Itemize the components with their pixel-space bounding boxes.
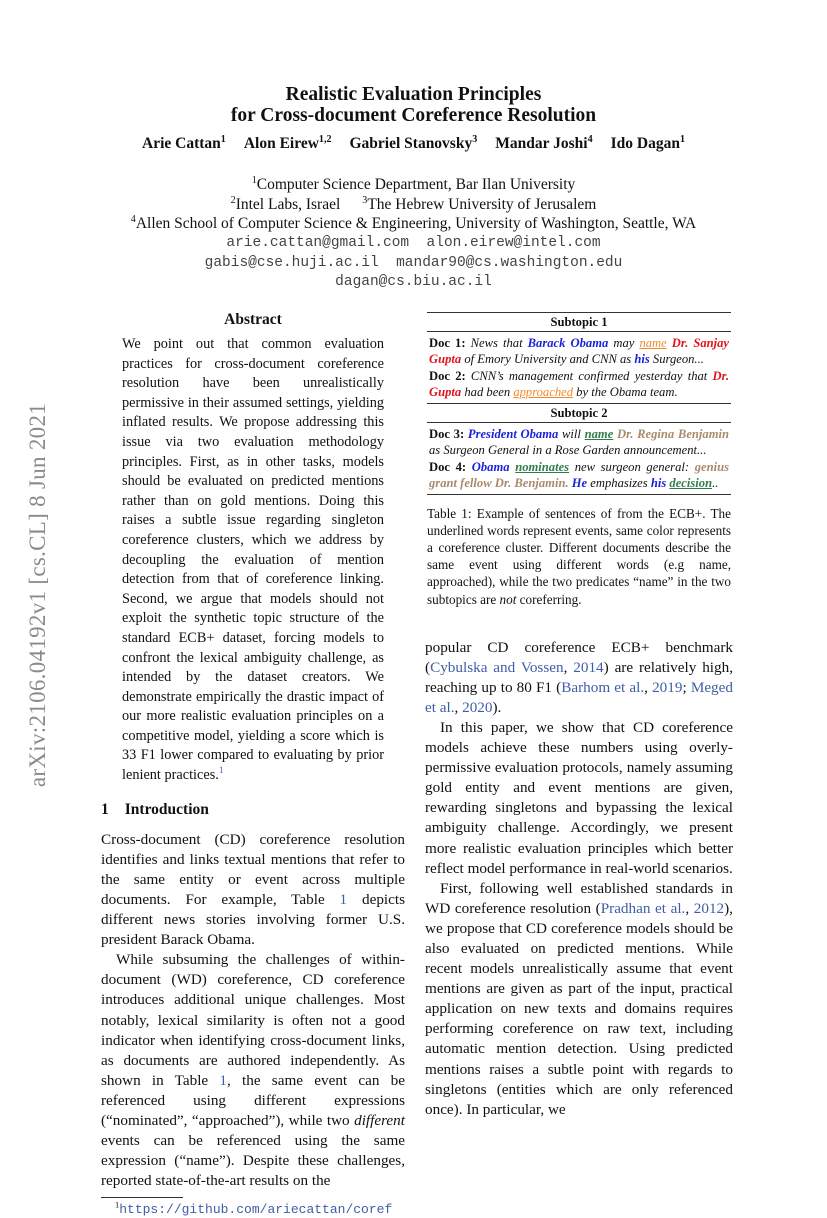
introduction-left-column: [101, 830, 405, 1192]
text-span: ,: [644, 678, 653, 696]
citation-link[interactable]: Meged et al.: [425, 678, 733, 716]
citation-link[interactable]: 1: [219, 1071, 227, 1089]
text-span: ,: [563, 658, 574, 676]
section-title: Introduction: [124, 800, 209, 818]
right-column: [425, 312, 733, 1120]
paragraph: [425, 879, 733, 1120]
text-span: While subsuming the challenges of within-document (WD) coreference, CD coreference introduces additional unique challenges. Most notably, lexical similarity is often not a good indicator when identifying cross-document links, as documents are authored independently. As shown in Table: [101, 951, 405, 1089]
paragraph: [425, 718, 733, 879]
text-span: ,: [685, 899, 694, 917]
arxiv-identifier: arXiv:2106.04192v1 [cs.CL] 8 Jun 2021: [25, 402, 50, 788]
doc-row: [429, 459, 729, 491]
table-1: [427, 312, 731, 495]
doc-row: [429, 335, 729, 367]
citation-link[interactable]: Cybulska and Vossen: [430, 658, 564, 676]
highlighted-span: He: [571, 475, 588, 490]
subtopic-docs: [427, 423, 731, 494]
abstract-text: [122, 335, 384, 786]
highlighted-span: not: [499, 591, 517, 607]
text-span: First, following well established standards in WD coreference resolution (: [425, 879, 733, 917]
highlighted-span: Dr. Sanjay Gupta: [429, 336, 730, 367]
subtopic-header: Subtopic 1: [550, 315, 608, 329]
text-span: new surgeon general:: [569, 459, 695, 474]
citation-link[interactable]: 2012: [693, 899, 725, 917]
highlighted-span: nominates: [515, 459, 570, 474]
introduction-right-column: [425, 638, 733, 1120]
email-line[interactable]: gabis@cse.huji.ac.il mandar90@cs.washington.edu: [204, 254, 623, 271]
author-affiliation-mark: 1: [220, 133, 226, 145]
text-span: coreferring.: [516, 591, 582, 607]
footnote-divider: [101, 1197, 183, 1198]
affiliation-text: Intel Labs, Israel: [235, 195, 341, 213]
footnote-number: 1: [115, 1200, 120, 1211]
author-name: Alon Eirew: [243, 135, 319, 152]
highlighted-span: approached: [513, 384, 574, 399]
title-line-1: Realistic Evaluation Principles: [285, 84, 542, 105]
paragraph: [101, 830, 405, 951]
abstract-body: We point out that common evaluation practices for cross-document coreference resolution have been unrealistically permissive in their assumed settings, yielding inflated results. We propose addressing this issue via two evaluation methodology principles. First, as in other tasks, models should be evaluated on predicted mentions rather than on gold mentions. Doing this raises a subtle issue regarding singleton coreference clusters, which we address by decoupling the evaluation of mention detection from that of coreference linking. Second, we argue that models should not exploit the synthetic topic structure of the standard ECB+ dataset, forcing models to confront the lexical ambiguity challenge, as intended by the dataset creators. We demonstrate empirically the drastic impact of our more realistic evaluation principles on a competitive model, yielding a score which is 33 F1 lower compared to evaluating by prior lenient practices.: [122, 336, 384, 784]
highlighted-span: different: [354, 1111, 405, 1129]
citation-link[interactable]: Pradhan et al.: [600, 899, 686, 917]
author-name: Mandar Joshi: [495, 135, 588, 152]
text-span: by the Obama team.: [573, 384, 678, 399]
citation-link[interactable]: 1: [339, 890, 348, 908]
citation-link[interactable]: 2020: [462, 698, 493, 716]
highlighted-span: Dr. Regina Benjamin: [617, 427, 730, 442]
text-span: Table 1: Example of sentences of from the ECB+. The underlined words represent events, same color represents a coreference cluster. Different documents describe the same event using different words (e.g name, approached), while the two predicates “name” in the two subtopics are: [427, 506, 731, 607]
author-affiliation-mark: 1: [679, 133, 685, 145]
text-span: of Emory University and CNN as: [461, 352, 635, 367]
doc-row: [429, 426, 729, 458]
highlighted-span: genius grant fellow Dr. Benjamin.: [429, 459, 729, 490]
text-span: emphasizes: [587, 475, 651, 490]
text-span: may: [608, 336, 640, 351]
text-span: had been: [461, 384, 514, 399]
author-emails: [0, 234, 827, 293]
author-affiliation-mark: 1,2: [318, 133, 332, 145]
paragraph: [425, 638, 733, 718]
doc-label: Doc 1:: [429, 336, 466, 351]
highlighted-span: Dr. Gupta: [429, 368, 729, 399]
abstract-heading: Abstract: [224, 311, 282, 328]
highlighted-span: Barack Obama: [527, 336, 609, 351]
affiliation-mark: 4: [130, 213, 136, 225]
author-list: [0, 135, 827, 153]
text-span: CNN’s management confirmed yesterday that: [465, 368, 713, 383]
text-span: ) are relatively high, reaching up to 80 F1 (: [425, 658, 733, 696]
text-span: popular CD coreference ECB+ benchmark (: [425, 638, 733, 676]
author-name: Ido Dagan: [610, 135, 680, 152]
affiliation-text: The Hebrew University of Jerusalem: [367, 195, 597, 213]
text-span: ,: [454, 698, 463, 716]
author: [244, 135, 332, 152]
text-span: ..: [712, 475, 719, 490]
text-span: as Surgeon General in a Rose Garden announcement...: [429, 443, 707, 458]
left-column: [101, 310, 405, 1218]
affiliation-text: Computer Science Department, Bar Ilan University: [256, 176, 576, 193]
section-number: 1: [101, 800, 109, 818]
text-span: ;: [682, 678, 691, 696]
text-span: Cross-document (CD) coreference resolution identifies and links textual mentions that refer to the same entity or event across multiple documents. For example, Table: [101, 830, 405, 908]
doc-label: Doc 2:: [429, 368, 466, 383]
paragraph: [101, 950, 405, 1191]
footnote-link[interactable]: https://github.com/ariecattan/coref: [119, 1202, 393, 1218]
author: [495, 135, 592, 152]
highlighted-span: decision: [669, 475, 713, 490]
text-span: , the same event can be referenced using different expressions (“nominated”, “approached”), while two: [101, 1071, 405, 1129]
table-1-caption: [427, 505, 731, 608]
affiliation-1: [0, 175, 827, 195]
highlighted-span: name: [584, 427, 614, 442]
doc-label: Doc 4:: [429, 459, 467, 474]
text-span: depicts different news stories involving former U.S. president Barack Obama.: [101, 890, 406, 949]
highlighted-span: his: [650, 475, 667, 490]
table-rule: [427, 494, 731, 495]
affiliation-mark: 3: [362, 194, 368, 206]
text-span: ), we propose that CD coreference models should be also evaluated on predicted mentions. While recent models unrealistically assume that event mentions are given as part of the input, practical application on new texts and domains requires performing coreference on raw text, including automatic mention detection. Using predicted mentions raises a subtle point with regards to singletons (entities which are only referenced once). In particular, we: [425, 899, 733, 1118]
author: [142, 135, 226, 152]
footnote: [101, 1200, 405, 1218]
affiliations: [0, 175, 827, 234]
affiliation-mark: 2: [230, 194, 236, 206]
citation-link[interactable]: 2019: [652, 678, 683, 696]
author: [611, 135, 685, 152]
affiliation-mark: 1: [251, 174, 257, 186]
email-line[interactable]: dagan@cs.biu.ac.il: [335, 274, 492, 290]
author-name: Arie Cattan: [142, 135, 221, 152]
section-heading-introduction: [101, 800, 405, 820]
affiliation-3: [0, 214, 827, 234]
subtopic-header: Subtopic 2: [550, 406, 608, 421]
citation-link[interactable]: 2014: [573, 658, 604, 676]
doc-label: Doc 3:: [429, 427, 465, 442]
text-span: News that: [465, 336, 528, 351]
author-affiliation-mark: 4: [587, 133, 593, 145]
text-span: ).: [492, 698, 502, 716]
author-affiliation-mark: 3: [472, 133, 478, 145]
paper-title: [0, 84, 827, 126]
footnote-mark[interactable]: 1: [218, 766, 224, 777]
text-span: events can be referenced using the same expression (“name”). Despite these challenges, reported state-of-the-art results on the: [101, 1132, 405, 1190]
highlighted-span: President Obama: [467, 427, 559, 442]
highlighted-span: his: [634, 352, 650, 367]
text-span: will: [558, 427, 585, 442]
author-name: Gabriel Stanovsky: [349, 135, 473, 152]
highlighted-span: Obama: [471, 459, 510, 474]
citation-link[interactable]: Barhom et al.: [561, 678, 645, 696]
text-span: Surgeon...: [649, 352, 704, 367]
affiliation-2: [0, 195, 827, 215]
affiliation-text: Allen School of Computer Science & Engineering, University of Washington, Seattle, WA: [135, 215, 697, 232]
title-line-2: for Cross-document Coreference Resolution: [230, 105, 597, 126]
doc-row: [429, 368, 729, 400]
email-line[interactable]: arie.cattan@gmail.com alon.eirew@intel.com: [226, 235, 601, 251]
text-span: In this paper, we show that CD coreference models achieve these numbers using overly-permissive evaluation protocols, namely assuming gold entity and event mentions are given, rewarding singletons and bypassing the lexical ambiguity challenge. Accordingly, we present more realistic evaluation principles which better reflect model performance in real-world scenarios.: [425, 718, 733, 877]
highlighted-span: name: [639, 336, 667, 351]
subtopic-docs: [427, 332, 731, 403]
author: [349, 135, 477, 152]
